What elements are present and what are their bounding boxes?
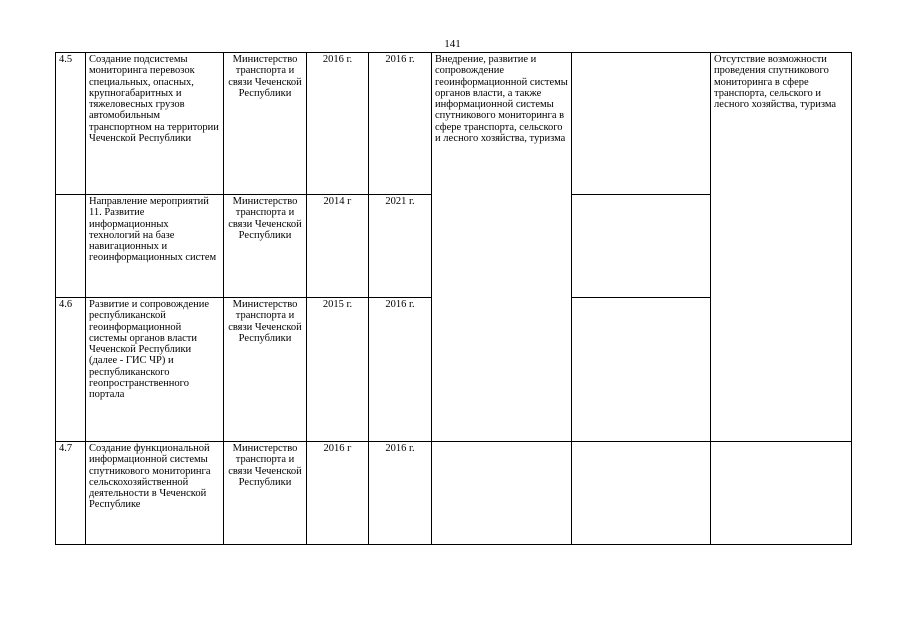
end-date: 2016 г. (369, 53, 432, 195)
measure-name: Создание функциональной информационной системы спутникового мониторинга сельскохозяйственной деятельности в Чеченской Республике (86, 442, 224, 545)
empty-cell (572, 442, 711, 545)
empty-cell (711, 442, 852, 545)
empty-cell (572, 53, 711, 195)
executor: Министерство транспорта и связи Чеченской Республики (224, 442, 307, 545)
start-date: 2014 г (307, 195, 369, 298)
measure-name: Создание подсистемы мониторинга перевозок специальных, опасных, крупногабаритных и тяжеловесных грузов автомобильным транспортном на территории Чеченской Республики (86, 53, 224, 195)
program-table (55, 52, 852, 545)
end-date: 2016 г. (369, 442, 432, 545)
executor: Министерство транспорта и связи Чеченской Республики (224, 195, 307, 298)
measure-name: Направление мероприятий 11. Развитие информационных технологий на базе навигационных и геоинформационных систем (86, 195, 224, 298)
table-row (56, 53, 852, 195)
end-date: 2021 г. (369, 195, 432, 298)
executor: Министерство транспорта и связи Чеченской Республики (224, 53, 307, 195)
executor: Министерство транспорта и связи Чеченской Республики (224, 298, 307, 442)
row-number: 4.7 (56, 442, 86, 545)
row-number: 4.6 (56, 298, 86, 442)
row-number (56, 195, 86, 298)
page-number: 141 (444, 38, 461, 50)
expected-result: Внедрение, развитие и сопровождение геоинформационной системы органов власти, а также информационной системы спутникового мониторинга в сфере транспорта, сельского и лесного хозяйства, туризма (432, 53, 572, 442)
empty-cell (432, 442, 572, 545)
measure-name: Развитие и сопровождение республиканской геоинформационной системы органов власти Чеченской Республики (далее - ГИС ЧР) и республиканского геопространственного портала (86, 298, 224, 442)
start-date: 2015 г. (307, 298, 369, 442)
start-date: 2016 г (307, 442, 369, 545)
end-date: 2016 г. (369, 298, 432, 442)
empty-cell (572, 195, 711, 298)
row-number: 4.5 (56, 53, 86, 195)
empty-cell (572, 298, 711, 442)
start-date: 2016 г. (307, 53, 369, 195)
table-row (56, 442, 852, 545)
consequence: Отсутствие возможности проведения спутникового мониторинга в сфере транспорта, сельского и лесного хозяйства, туризма (711, 53, 852, 442)
